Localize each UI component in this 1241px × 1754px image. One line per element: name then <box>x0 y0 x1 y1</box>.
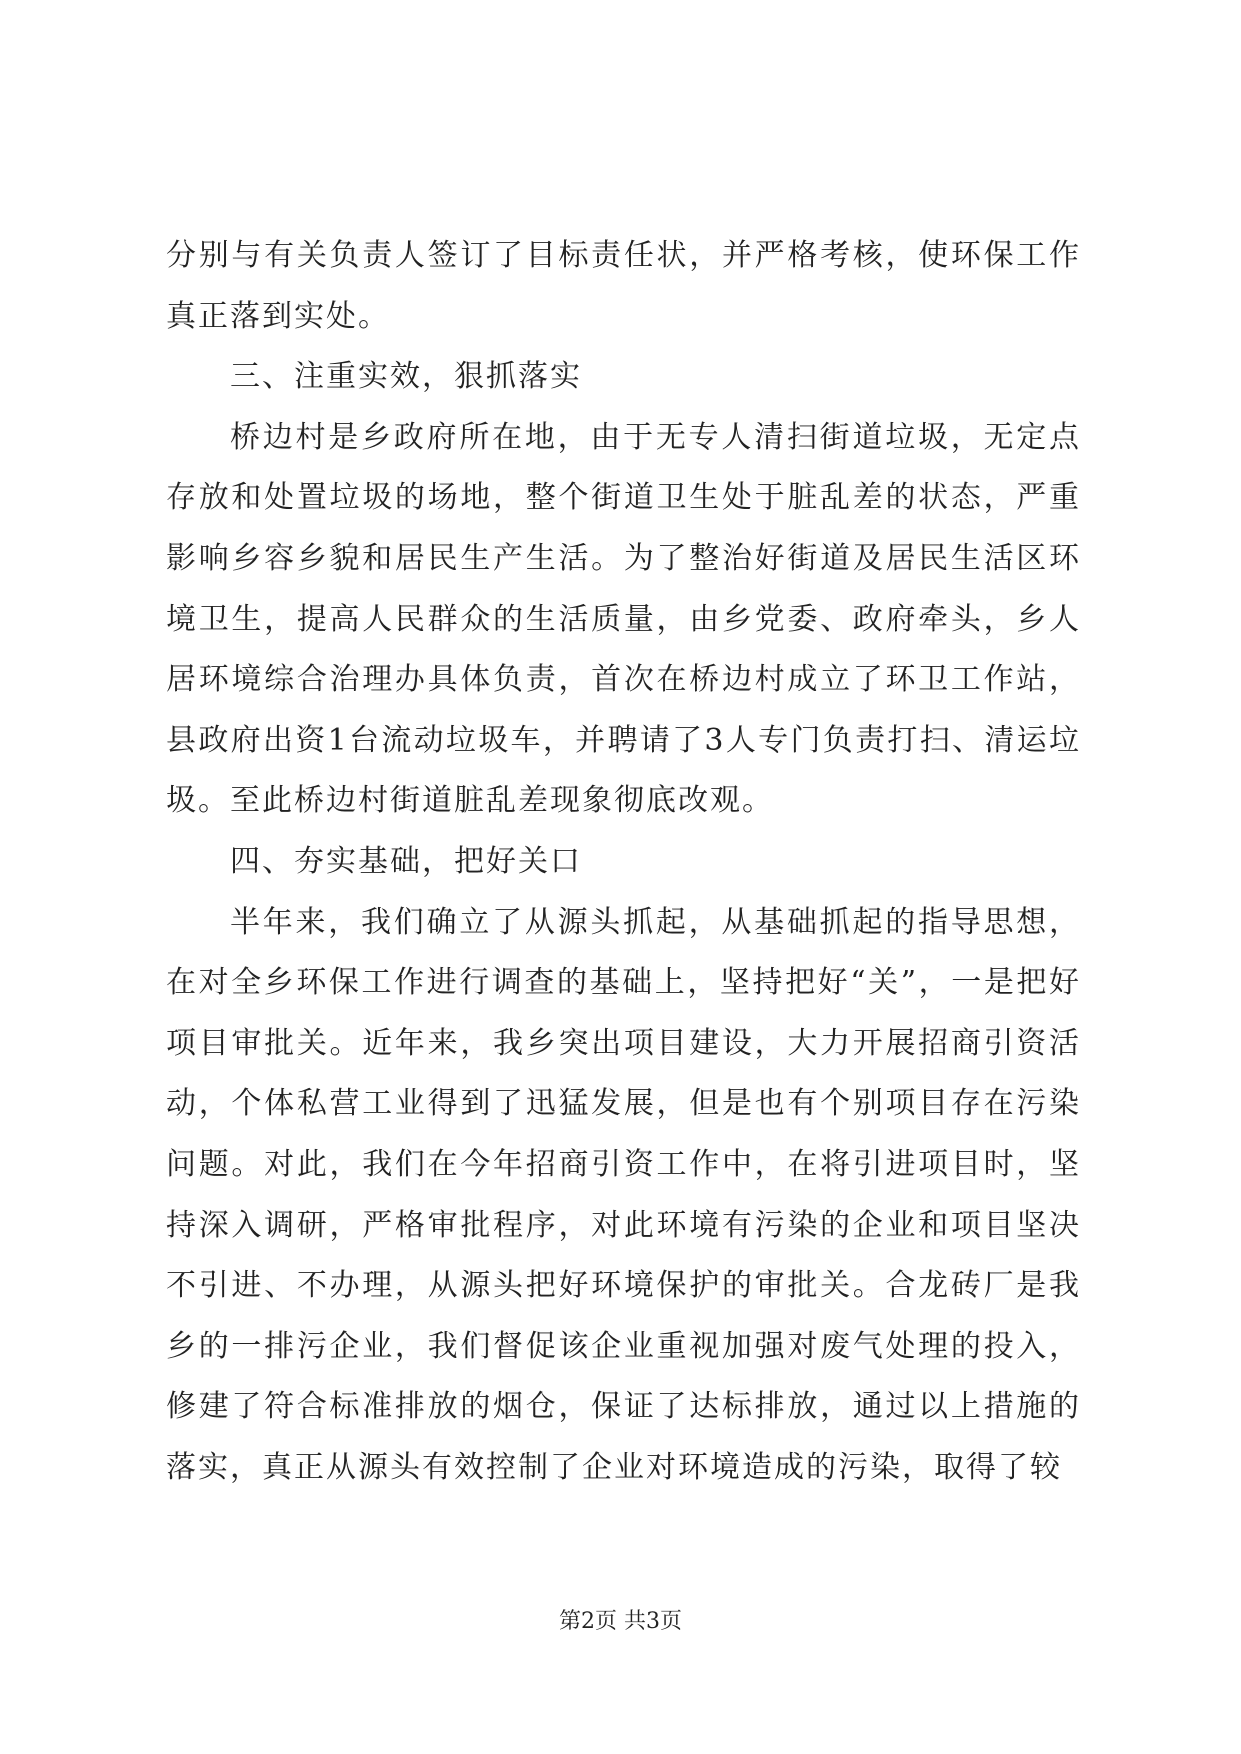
paragraph-qiaobian-village: 桥边村是乡政府所在地，由于无专人清扫街道垃圾，无定点存放和处置垃圾的场地，整个街道卫生处于脏乱差的状态，严重影响乡容乡貌和居民生产生活。为了整治好街道及居民生活区环境卫生，提高人民群众的生活质量，由乡党委、政府牵头，乡人居环境综合治理办具体负责，首次在桥边村成立了环卫工作站，县政府出资1台流动垃圾车，并聘请了3人专门负责打扫、清运垃圾。至此桥边村街道脏乱差现象彻底改观。 <box>166 419 1081 819</box>
section-heading-4: 四、夯实基础，把好关口 <box>230 843 582 879</box>
page-footer: 第2页 共3页 <box>559 1609 682 1634</box>
document-body <box>166 226 1081 1498</box>
paragraph-half-year: 半年来，我们确立了从源头抓起，从基础抓起的指导思想，在对全乡环保工作进行调查的基础上，坚持把好“关”，一是把好项目审批关。近年来，我乡突出项目建设，大力开展招商引资活动，个体私营工业得到了迅猛发展，但是也有个别项目存在污染问题。对此，我们在今年招商引资工作中，在将引进项目时，坚持深入调研，严格审批程序，对此环境有污染的企业和项目坚决不引进、不办理，从源头把好环境保护的审批关。合龙砖厂是我乡的一排污企业，我们督促该企业重视加强对废气处理的投入，修建了符合标准排放的烟仓，保证了达标排放，通过以上措施的落实，真正从源头有效控制了企业对环境造成的污染，取得了较 <box>166 904 1081 1485</box>
paragraph-continuation: 分别与有关负责人签订了目标责任状，并严格考核，使环保工作真正落到实处。 <box>166 238 1081 334</box>
section-heading-3: 三、注重实效，狠抓落实 <box>230 359 582 395</box>
